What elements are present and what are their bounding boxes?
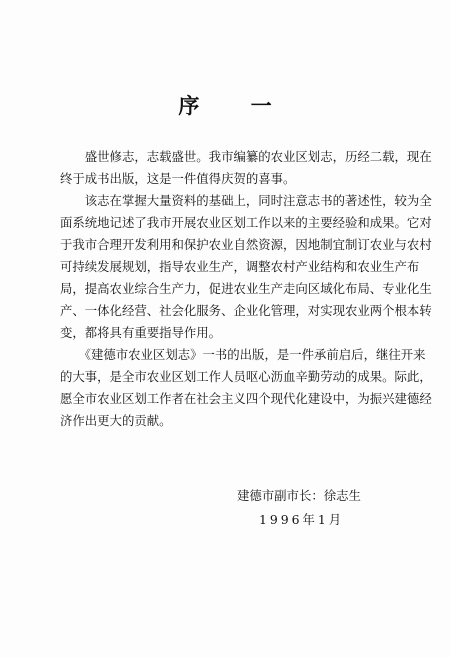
paragraph-line: 可持续发展规划，指导农业生产，调整农村产业结构和农业生产布 [60,259,420,274]
paragraph-1 [60,146,432,190]
paragraph-line: 于我市合理开发利用和保护农业自然资源，因地制宜制订农业与农村 [60,237,432,252]
paragraph-line: 该志在掌握大量资料的基础上，同时注意志书的著述性，较为全 [60,193,432,208]
paragraph-line: 愿全市农业区划工作者在社会主义四个现代化建设中，为振兴建德经 [60,391,432,406]
paragraph-line: 变，都将具有重要指导作用。 [60,325,222,340]
paragraph-line: 局，提高农业综合生产力，促进农业生产走向区域化布局、专业化生 [60,281,432,296]
paragraph-line: 济作出更大的贡献。 [60,413,172,428]
paragraph-2 [60,190,432,344]
signature-date: 1996年1月 [259,512,345,527]
paragraph-line: 盛世修志，志载盛世。我市编纂的农业区划志，历经二载，现在 [60,149,432,164]
paragraph-line: 产、一体化经营、社会化服务、企业化管理，对实现农业两个根本转 [60,303,432,318]
signature-block [237,484,361,532]
paragraph-line: 《建德市农业区划志》一书的出版，是一件承前启后，继往开来 [60,347,426,362]
preface-body [60,146,432,432]
page-title: 序 一 [178,94,294,118]
paragraph-line: 的大事，是全市农业区划工作人员呕心沥血辛勤劳动的成果。际此， [60,369,432,384]
paragraph-line: 终于成书出版，这是一件值得庆贺的喜事。 [60,171,296,186]
paragraph-line: 面系统地记述了我市开展农业区划工作以来的主要经验和成果。它对 [60,215,432,230]
signature-author: 建德市副市长：徐志生 [237,488,361,503]
paragraph-3 [60,344,432,432]
